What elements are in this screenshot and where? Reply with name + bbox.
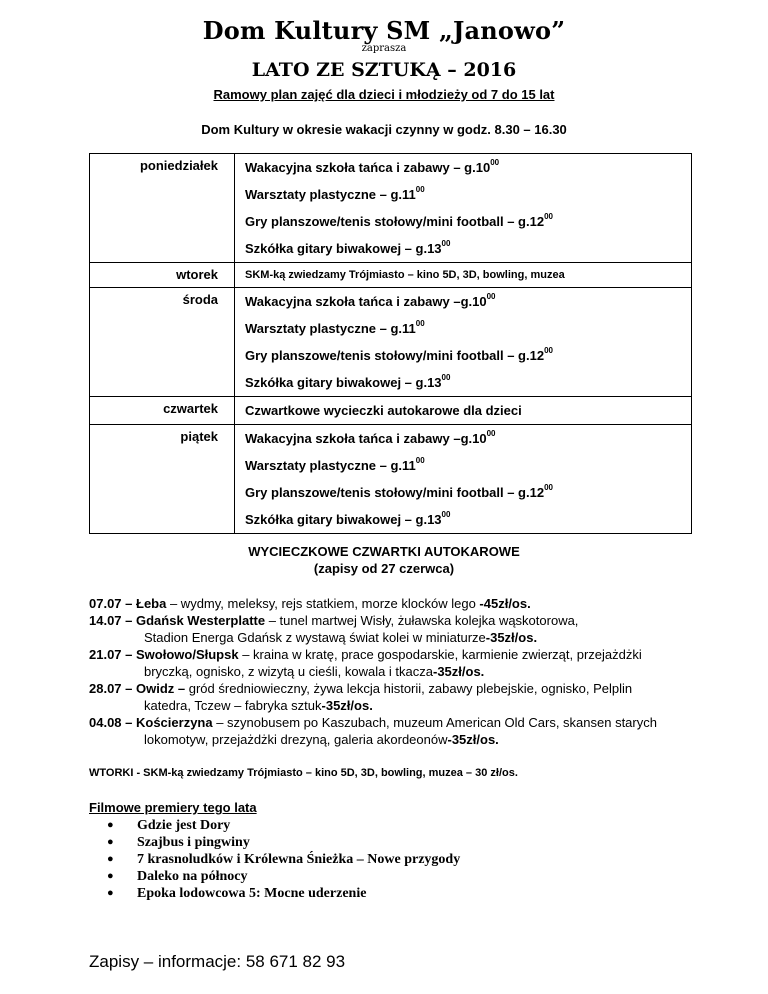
- activity-item: [245, 181, 691, 208]
- trip-item: [89, 612, 729, 646]
- trip-place: Gdańsk Westerplatte: [136, 613, 266, 628]
- activity-text: Czwartkowe wycieczki autokarowe dla dzieci: [245, 403, 522, 418]
- trip-price: -45zł/os.: [479, 596, 531, 611]
- activity-text: Gry planszowe/tenis stołowy/mini football – g.12: [245, 214, 545, 229]
- premiere-item: [107, 817, 460, 834]
- activity-item: [245, 369, 691, 396]
- schedule-day-cell: [90, 425, 235, 534]
- bullet-icon: ●: [107, 853, 114, 865]
- schedule-row: [90, 263, 692, 288]
- activity-time-minutes: 00: [415, 319, 425, 328]
- activity-item: [245, 235, 691, 262]
- schedule-day-cell: [90, 288, 235, 397]
- excursions-note: (zapisy od 27 czerwca): [313, 561, 455, 576]
- activity-text: SKM-ką zwiedzamy Trójmiasto – kino 5D, 3D, bowling, muzea: [245, 269, 565, 281]
- trip-date: 04.08 –: [89, 715, 133, 730]
- schedule-activities-cell: [235, 288, 692, 397]
- trip-continuation: katedra, Tczew – fabryka sztuk: [144, 698, 322, 713]
- schedule-day-cell: [90, 154, 235, 263]
- trip-item: [89, 714, 729, 748]
- trip-description: – kraina w kratę, prace gospodarskie, karmienie zwierząt, przejażdżki: [242, 647, 642, 662]
- activity-item: [245, 397, 691, 424]
- activity-item: [245, 342, 691, 369]
- trip-continuation: bryczką, ognisko, z wizytą u cieśli, kowala i tkacza: [144, 664, 433, 679]
- trip-price: -35zł/os.: [321, 698, 373, 713]
- schedule-activities-cell: [235, 154, 692, 263]
- trip-continuation: Stadion Energa Gdańsk z wystawą świat kolei w miniaturze: [144, 630, 486, 645]
- trip-date: 07.07 –: [89, 596, 133, 611]
- activity-item: [245, 208, 691, 235]
- trip-second-line: [89, 731, 729, 748]
- activity-time-minutes: 00: [415, 185, 425, 194]
- trip-second-line: [89, 663, 729, 680]
- trip-first-line: [89, 613, 578, 628]
- activity-item: [245, 425, 691, 452]
- trip-first-line: [89, 647, 642, 662]
- plan-heading: Ramowy plan zajęć dla dzieci i młodzieży od 7 do 15 lat: [213, 87, 555, 102]
- schedule-table: [89, 153, 692, 534]
- invites-text: zaprasza: [361, 43, 407, 54]
- activity-text: Warsztaty plastyczne – g.11: [245, 321, 416, 336]
- trip-description: – szynobusem po Kaszubach, muzeum American Old Cars, skansen starych: [216, 715, 657, 730]
- schedule-activities-cell: [235, 425, 692, 534]
- contact-info: Zapisy – informacje: 58 671 82 93: [89, 952, 346, 971]
- trip-first-line: [89, 715, 657, 730]
- excursions-heading-block: [0, 543, 768, 577]
- trip-price: -35zł/os.: [485, 630, 538, 645]
- activity-text: Szkółka gitary biwakowej – g.13: [245, 241, 442, 256]
- premiere-item: [107, 868, 460, 885]
- activity-text: Wakacyjna szkoła tańca i zabawy –g.10: [245, 431, 487, 446]
- activity-text: Warsztaty plastyczne – g.11: [245, 458, 416, 473]
- trip-description: – tunel martwej Wisły, żuławska kolejka wąskotorowa,: [268, 613, 579, 628]
- trip-second-line: [89, 697, 729, 714]
- tuesdays-note: WTORKI - SKM-ką zwiedzamy Trójmiasto – kino 5D, 3D, bowling, muzea – 30 zł/os.: [89, 767, 518, 779]
- event-subtitle: LATO ZE SZTUKĄ – 2016: [251, 59, 517, 81]
- activity-item: [245, 263, 691, 287]
- premiere-title: Epoka lodowcowa 5: Mocne uderzenie: [137, 886, 367, 901]
- trip-second-line: [89, 629, 729, 646]
- premieres-list: [107, 817, 460, 902]
- trip-item: [89, 646, 729, 680]
- trip-item: [89, 595, 729, 612]
- activity-time-minutes: 00: [441, 373, 451, 382]
- trip-date: 28.07 –: [89, 681, 133, 696]
- premiere-item: [107, 834, 460, 851]
- premiere-item: [107, 851, 460, 868]
- opening-hours: Dom Kultury w okresie wakacji czynny w godz. 8.30 – 16.30: [201, 122, 567, 137]
- activity-time-minutes: 00: [486, 429, 496, 438]
- activity-item: [245, 506, 691, 533]
- schedule-day: wtorek: [176, 267, 218, 282]
- bullet-icon: ●: [107, 887, 114, 899]
- trips-list: [89, 595, 729, 748]
- trip-description: gród średniowieczny, żywa lekcja historii, zabawy plebejskie, ognisko, Pelplin: [188, 681, 633, 696]
- premiere-title: 7 krasnoludków i Królewna Śnieżka – Nowe przygody: [137, 852, 461, 867]
- trip-place: Owidz –: [136, 681, 186, 696]
- premiere-title: Szajbus i pingwiny: [137, 835, 250, 850]
- activity-text: Szkółka gitary biwakowej – g.13: [245, 512, 442, 527]
- activity-time-minutes: 00: [441, 239, 451, 248]
- trip-price: -35zł/os.: [433, 664, 485, 679]
- excursions-heading: WYCIECZKOWE CZWARTKI AUTOKAROWE: [248, 544, 520, 559]
- premiere-title: Gdzie jest Dory: [137, 818, 231, 833]
- trip-first-line: [89, 596, 531, 611]
- trip-place: Łeba: [136, 596, 167, 611]
- schedule-activities-cell: [235, 263, 692, 288]
- premiere-title: Daleko na północy: [137, 869, 248, 884]
- activity-text: Gry planszowe/tenis stołowy/mini football – g.12: [245, 485, 545, 500]
- premieres-title: Filmowe premiery tego lata: [89, 800, 257, 815]
- activity-text: Szkółka gitary biwakowej – g.13: [245, 375, 442, 390]
- schedule-row: [90, 425, 692, 534]
- activity-text: Warsztaty plastyczne – g.11: [245, 187, 416, 202]
- trip-description: – wydmy, meleksy, rejs statkiem, morze klocków lego: [169, 596, 476, 611]
- premiere-item: [107, 885, 460, 902]
- activity-time-minutes: 00: [544, 483, 553, 492]
- schedule-row: [90, 397, 692, 425]
- schedule-day: środa: [182, 292, 218, 307]
- activity-time-minutes: 00: [441, 510, 451, 519]
- activity-time-minutes: 00: [544, 212, 553, 221]
- trip-place: Swołowo/Słupsk: [136, 647, 239, 662]
- trip-continuation: lokomotyw, przejażdżki drezyną, galeria akordeonów: [144, 732, 448, 747]
- activity-item: [245, 452, 691, 479]
- schedule-row: [90, 154, 692, 263]
- schedule-day-cell: [90, 263, 235, 288]
- activity-text: Wakacyjna szkoła tańca i zabawy –g.10: [245, 294, 487, 309]
- trip-first-line: [89, 681, 632, 696]
- activity-item: [245, 315, 691, 342]
- schedule-day: poniedziałek: [139, 158, 218, 173]
- activity-item: [245, 288, 691, 315]
- activity-item: [245, 154, 691, 181]
- activity-time-minutes: 00: [544, 346, 553, 355]
- activity-time-minutes: 00: [486, 292, 496, 301]
- trip-price: -35zł/os.: [447, 732, 499, 747]
- bullet-icon: ●: [107, 819, 114, 831]
- activity-text: Wakacyjna szkoła tańca i zabawy – g.10: [245, 160, 491, 175]
- schedule-day: czwartek: [163, 401, 218, 416]
- schedule-activities-cell: [235, 397, 692, 425]
- trip-item: [89, 680, 729, 714]
- activity-item: [245, 479, 691, 506]
- trip-date: 14.07 –: [89, 613, 133, 628]
- trip-place: Kościerzyna: [136, 715, 213, 730]
- bullet-icon: ●: [107, 836, 114, 848]
- activity-text: Gry planszowe/tenis stołowy/mini football – g.12: [245, 348, 545, 363]
- activity-time-minutes: 00: [415, 456, 425, 465]
- trip-date: 21.07 –: [89, 647, 133, 662]
- bullet-icon: ●: [107, 870, 114, 882]
- page-title: Dom Kultury SM „Janowo”: [202, 16, 566, 45]
- schedule-row: [90, 288, 692, 397]
- activity-time-minutes: 00: [490, 158, 500, 167]
- schedule-day: piątek: [180, 429, 218, 444]
- schedule-day-cell: [90, 397, 235, 425]
